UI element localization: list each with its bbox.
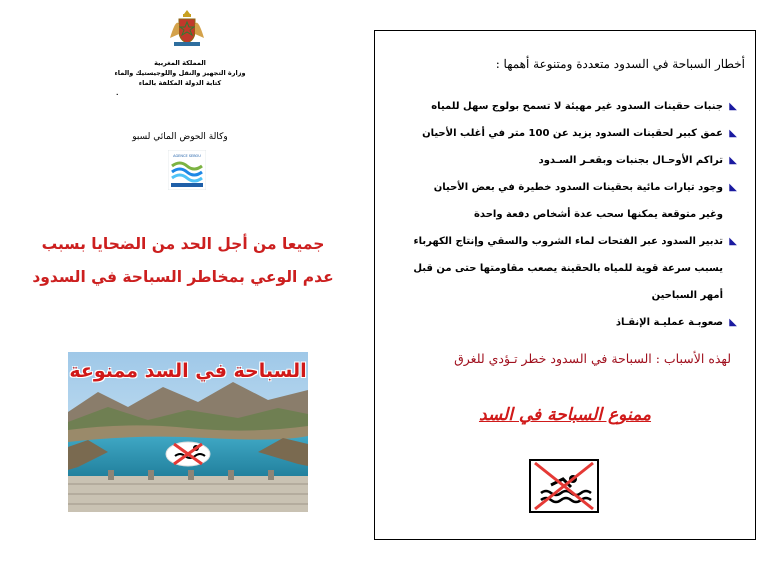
awareness-heading [28,228,338,294]
dangers-heading: أخطار السباحة في السدود متعددة ومتنوعة أهمها : [495,57,745,71]
royal-crest-icon [166,8,208,50]
dangers-list [387,93,737,336]
bullet-icon: ◣ [729,155,737,166]
photo-title: السباحة في السد ممنوعة [69,360,307,382]
org-line-ministry: وزارة التجهيز والنقل واللوجيستيك والماء [114,69,246,77]
list-item: ◣ جنبات حقينات السدود غير مهيئة لا تسمح بولوج سهل للمياه [387,93,737,120]
list-item: ◣ تدبير السدود عبر الفتحات لماء الشروب والسقي وإنتاج الكهرباء يسبب سرعة قوية للمياه بالحقينة يصعب مقاومتها حتى من قبل [387,228,737,282]
org-line-secretariat: كتابة الدولة المكلفة بالماء [138,79,222,87]
list-item: ◣ عمق كبير لحقينات السدود يزيد عن 100 متر في أغلب الأحيان [387,120,737,147]
agency-logo-text: AGENCE SEBOU [173,154,201,158]
agency-logo-icon [168,150,206,190]
basin-agency-name: وكالة الحوض المائي لسبو [132,132,228,142]
conclusion-text: لهذه الأسباب : السباحة في السدود خطر تـؤدي للغرق [454,351,731,366]
bullet-icon: ◣ [729,317,737,328]
list-item: ◣ صعوبـة عمليـة الإنقـاذ [387,309,737,336]
awareness-heading-line1: جميعا من أجل الحد من الضحايا بسبب [41,235,325,253]
dam-photo [68,352,308,512]
list-item: ◣ وجود تيارات مائية بحقينات السدود خطيرة في بعض الأحيان وغير متوقعة يمكنها سحب عدة أشخاص دفعة واحدة [387,174,737,228]
awareness-heading-line2: عدم الوعي بمخاطر السباحة في السدود [32,268,334,286]
list-item: ◣ تراكم الأوحـال بجنبات وبقعـر السـدود [387,147,737,174]
no-swimming-icon [529,459,599,513]
organization-header [60,58,300,98]
org-dot: . [116,89,119,97]
bullet-icon: ◣ [729,128,737,139]
bullet-icon: ◣ [729,101,737,112]
bullet-icon: ◣ [729,236,737,247]
list-item: أمهر السباحين [651,290,723,301]
org-line-kingdom: المملكة المغربية [154,59,206,67]
forbidden-notice: ممنوع السباحة في السد [478,405,652,425]
bullet-icon: ◣ [729,182,737,193]
dangers-panel [374,30,756,540]
